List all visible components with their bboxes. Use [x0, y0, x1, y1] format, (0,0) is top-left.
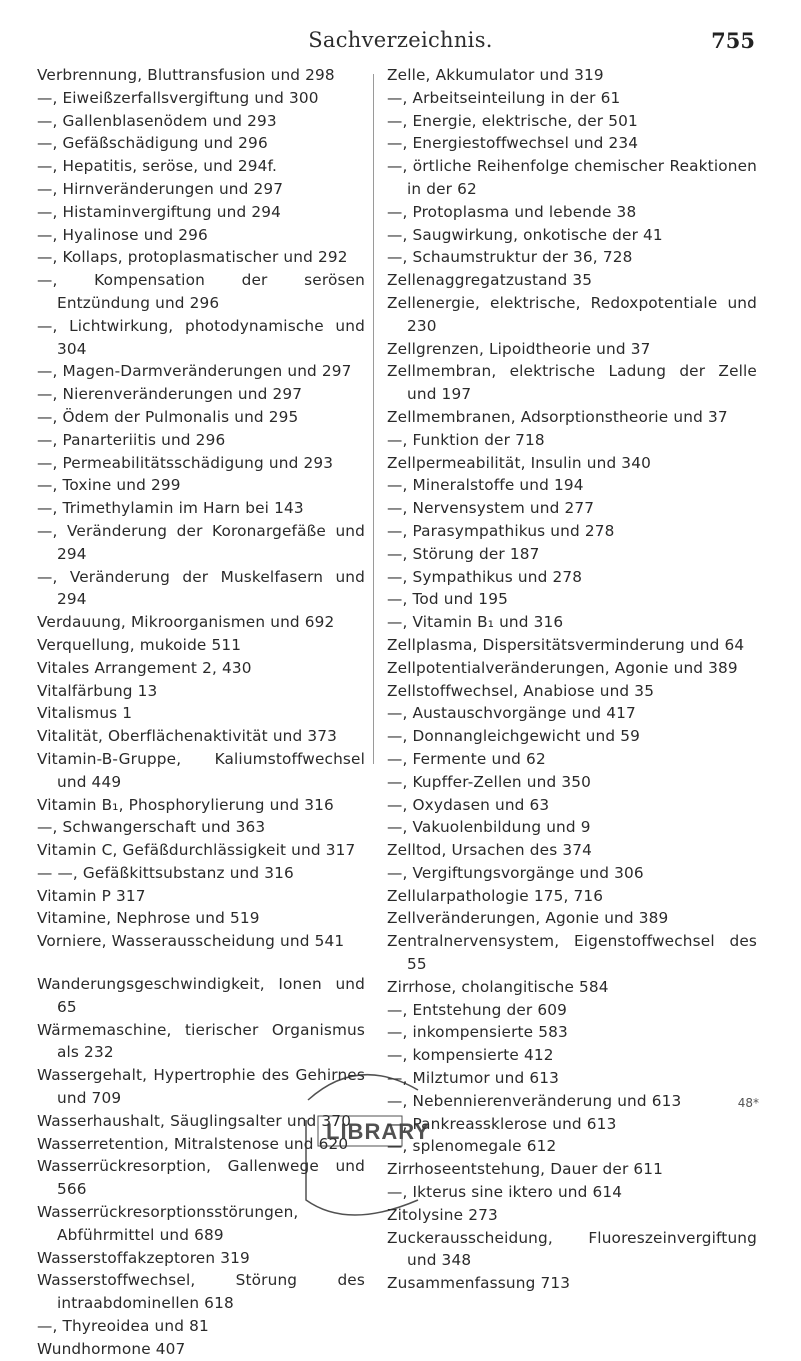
index-entry: Wasserhaushalt, Säuglingsalter und 370 [37, 1111, 352, 1130]
index-entry: —, Hyalinose und 296 [37, 225, 208, 244]
index-entry: Wanderungsgeschwindigkeit, Ionen und 65 [37, 975, 365, 1016]
page-title: Sachverzeichnis. [308, 28, 493, 52]
index-entry: —, Schwangerschaft und 363 [37, 818, 266, 837]
index-entry: —, Energie, elektrische, der 501 [387, 111, 638, 130]
index-entry: —, Kompensation der serösen Entzündung und 296 [37, 271, 365, 312]
index-entry: —, Eiweißzerfallsvergiftung und 300 [37, 88, 319, 107]
page-number: 755 [711, 28, 755, 53]
index-entry: Zentralnervensystem, Eigenstoffwechsel des 55 [387, 932, 757, 974]
index-entry: —, Trimethylamin im Harn bei 143 [37, 499, 304, 518]
index-entry: —, Gallenblasenödem und 293 [37, 111, 277, 130]
index-entry: —, Protoplasma und lebende 38 [387, 202, 637, 221]
index-entry: Zirrhoseentstehung, Dauer der 611 [387, 1160, 664, 1179]
index-entry: —, Oxydasen und 63 [387, 795, 550, 814]
index-entry: Vorniere, Wasserausscheidung und 541 [37, 932, 345, 951]
index-entry: Vitamin B₁, Phosphorylierung und 316 [37, 795, 334, 814]
index-entry: —, Veränderung der Muskelfasern und 294 [37, 567, 365, 609]
index-entry: —, Gefäßschädigung und 296 [37, 134, 268, 153]
index-entry: —, Vakuolenbildung und 9 [387, 818, 591, 837]
index-entry: —, Ödem der Pulmonalis und 295 [37, 407, 299, 426]
stamp-label: LIBRARY [326, 1119, 430, 1144]
index-entry: —, Permeabilitätsschädigung und 293 [37, 453, 334, 472]
index-entry: Zellpotentialveränderungen, Agonie und 389 [387, 658, 738, 677]
index-entry: Vitalität, Oberflächenaktivität und 373 [37, 727, 338, 746]
page-header [0, 28, 801, 58]
index-entry: —, inkompensierte 583 [387, 1023, 568, 1042]
index-entry: —, Kupffer-Zellen und 350 [387, 772, 591, 791]
index-entry: —, Hepatitis, seröse, und 294f. [37, 157, 277, 176]
index-entry: Zellgrenzen, Lipoidtheorie und 37 [387, 339, 651, 358]
index-entry: —, Arbeitseinteilung in der 61 [387, 88, 621, 107]
index-entry: Zellmembranen, Adsorptionstheorie und 37 [387, 407, 728, 426]
index-entry: Zusammenfassung 713 [387, 1274, 571, 1293]
index-entry: —, Kollaps, protoplasmatischer und 292 [37, 248, 348, 267]
index-entry: Zellveränderungen, Agonie und 389 [387, 909, 669, 928]
index-entry: Zirrhose, cholangitische 584 [387, 977, 609, 996]
index-entry: Wasserstoffakzeptoren 319 [37, 1248, 250, 1267]
index-entry: Zellmembran, elektrische Ladung der Zelle und 197 [387, 362, 757, 404]
index-entry: Vitamin-B-Gruppe, Kaliumstoffwechsel und 449 [37, 749, 365, 791]
index-entry: —, Entstehung der 609 [387, 1000, 568, 1019]
index-entry: Wasserrückresorption, Gallenwege und 566 [37, 1157, 365, 1199]
index-group-v [37, 64, 365, 953]
index-entry: —, Milztumor und 613 [387, 1069, 560, 1088]
index-group-z [387, 64, 757, 1295]
index-entry: —, splenomegale 612 [387, 1137, 557, 1156]
index-entry: —, Energiestoffwechsel und 234 [387, 134, 639, 153]
index-entry: Verquellung, mukoide 511 [37, 635, 242, 654]
index-entry: Verbrennung, Bluttransfusion und 298 [37, 66, 335, 84]
index-entry: —, Schaumstruktur der 36, 728 [387, 248, 633, 267]
index-entry: —, Donnangleichgewicht und 59 [387, 727, 640, 746]
index-entry: —, Nervensystem und 277 [387, 499, 595, 518]
index-entry: Wasserstoffwechsel, Störung des intraabdominellen 618 [37, 1271, 365, 1313]
index-entry: Wasserretention, Mitralstenose und 620 [37, 1134, 349, 1153]
index-entry: —, örtliche Reihenfolge chemischer Reaktionen in der 62 [387, 157, 757, 198]
index-entry: —, Ikterus sine iktero und 614 [387, 1183, 623, 1202]
index-entry: Vitamin C, Gefäßdurchlässigkeit und 317 [37, 841, 356, 860]
index-entry: —, Saugwirkung, onkotische der 41 [387, 225, 663, 244]
index-entry: Zellstoffwechsel, Anabiose und 35 [387, 681, 655, 700]
index-column-right [387, 64, 757, 1295]
index-entry: Verdauung, Mikroorganismen und 692 [37, 613, 335, 632]
index-entry: —, Hirnveränderungen und 297 [37, 179, 284, 198]
index-entry: Vitalfärbung 13 [37, 681, 158, 700]
printer-signature: 48* [737, 1096, 759, 1110]
index-entry: Wundhormone 407 [37, 1339, 186, 1358]
index-entry: —, Veränderung der Koronargefäße und 294 [37, 521, 365, 563]
index-entry: Zitolysine 273 [387, 1205, 498, 1224]
index-entry: Zelle, Akkumulator und 319 [387, 66, 604, 84]
group-gap [37, 953, 365, 973]
index-entry: —, Panarteriitis und 296 [37, 430, 226, 449]
library-stamp [288, 1060, 438, 1220]
index-entry: —, Funktion der 718 [387, 430, 545, 449]
index-entry: —, Sympathikus und 278 [387, 567, 583, 586]
index-entry: —, Magen-Darmveränderungen und 297 [37, 362, 352, 381]
index-entry: —, Parasympathikus und 278 [387, 521, 615, 540]
index-entry: Vitamin P 317 [37, 886, 146, 905]
index-entry: —, Toxine und 299 [37, 476, 181, 495]
index-entry: —, Austauschvorgänge und 417 [387, 704, 636, 723]
index-entry: Zellenaggregatzustand 35 [387, 271, 593, 290]
index-entry: —, Nierenveränderungen und 297 [37, 385, 303, 404]
index-entry: Wassergehalt, Hypertrophie des Gehirnes und 709 [37, 1066, 365, 1108]
index-entry: —, Histaminvergiftung und 294 [37, 202, 281, 221]
index-entry: Vitales Arrangement 2, 430 [37, 658, 252, 677]
index-entry: Vitalismus 1 [37, 704, 133, 723]
index-entry: —, Störung der 187 [387, 544, 540, 563]
index-entry: —, Fermente und 62 [387, 749, 546, 768]
index-entry: —, Vergiftungsvorgänge und 306 [387, 863, 644, 882]
index-entry: Zelltod, Ursachen des 374 [387, 841, 592, 860]
index-entry: —, Nebennierenveränderung und 613 [387, 1091, 682, 1110]
index-entry: Zellpermeabilität, Insulin und 340 [387, 453, 651, 472]
index-entry: —, Vitamin B₁ und 316 [387, 613, 564, 632]
index-entry: Wärmemaschine, tierischer Organismus als 232 [37, 1020, 365, 1062]
index-entry: Zellularpathologie 175, 716 [387, 886, 604, 905]
index-entry: —, Tod und 195 [387, 590, 508, 609]
index-entry: Zellplasma, Dispersitätsverminderung und 64 [387, 635, 745, 654]
index-entry: —, Pankreassklerose und 613 [387, 1114, 617, 1133]
index-entry: Wasserrückresorptionsstörungen, Abführmittel und 689 [37, 1203, 299, 1244]
column-divider [373, 74, 374, 764]
index-entry: — —, Gefäßkittsubstanz und 316 [37, 863, 294, 882]
index-entry: —, Mineralstoffe und 194 [387, 476, 584, 495]
index-entry: —, Lichtwirkung, photodynamische und 304 [37, 316, 365, 358]
index-entry: Zellenergie, elektrische, Redoxpotentiale und 230 [387, 293, 757, 335]
index-entry: —, Thyreoidea und 81 [37, 1317, 209, 1336]
index-entry: Zuckerausscheidung, Fluoreszeinvergiftung und 348 [387, 1228, 757, 1270]
index-entry: Vitamine, Nephrose und 519 [37, 909, 260, 928]
index-entry: —, kompensierte 412 [387, 1046, 554, 1065]
